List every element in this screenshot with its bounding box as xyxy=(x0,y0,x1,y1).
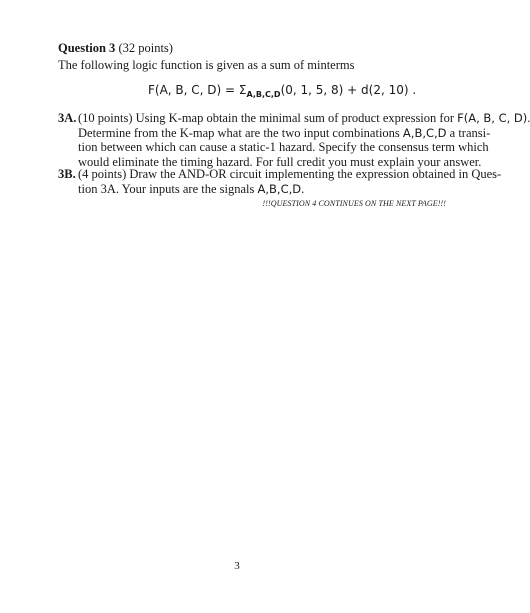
part-3a xyxy=(58,111,528,169)
part-3b-label: 3B. xyxy=(58,167,76,181)
part-3a-line-2-end: a transi- xyxy=(446,125,491,140)
part-3a-line-3: tion between which can cause a static-1 hazard. Specify the consensus term which xyxy=(78,140,489,155)
part-3b-line-2 xyxy=(58,182,442,197)
question-heading xyxy=(58,40,438,56)
part-3a-line-2 xyxy=(58,125,491,141)
part-3a-line-2-text: Determine from the K-map what are the two input combinations xyxy=(78,125,403,140)
part-3b-vars: A,B,C,D xyxy=(257,181,302,196)
part-3a-label: 3A. xyxy=(58,111,77,125)
page-number: 3 xyxy=(234,560,240,572)
continues-note: !!!QUESTION 4 CONTINUES ON THE NEXT PAGE!!! xyxy=(262,199,446,208)
part-3a-vars: A,B,C,D xyxy=(402,125,447,140)
question-intro: The following logic function is given as a sum of minterms xyxy=(58,58,355,72)
question-label: Question 3 xyxy=(58,41,116,55)
part-3a-line-1 xyxy=(58,111,528,126)
part-3a-function: F(A, B, C, D) xyxy=(457,111,528,125)
part-3a-line-4: would eliminate the timing hazard. For full credit you must explain your answer. xyxy=(78,154,482,169)
part-3b-line-1: (4 points) Draw the AND-OR circuit implementing the expression obtained in Ques- xyxy=(78,167,502,181)
minterm-formula xyxy=(148,81,448,104)
question-points: (32 points) xyxy=(118,41,173,55)
part-3a-line-1-text: (10 points) Using K-map obtain the minimal sum of product expression for xyxy=(78,111,458,125)
formula-rhs: (0, 1, 5, 8) + d(2, 10) . xyxy=(280,83,417,97)
formula-lhs: F(A, B, C, D) = Σ xyxy=(148,83,247,97)
formula-subscript: A,B,C,D xyxy=(246,90,281,99)
part-3b xyxy=(58,167,502,196)
part-3b-line-2-end: . xyxy=(301,181,305,196)
part-3b-line-2-text: tion 3A. Your inputs are the signals xyxy=(78,181,258,196)
